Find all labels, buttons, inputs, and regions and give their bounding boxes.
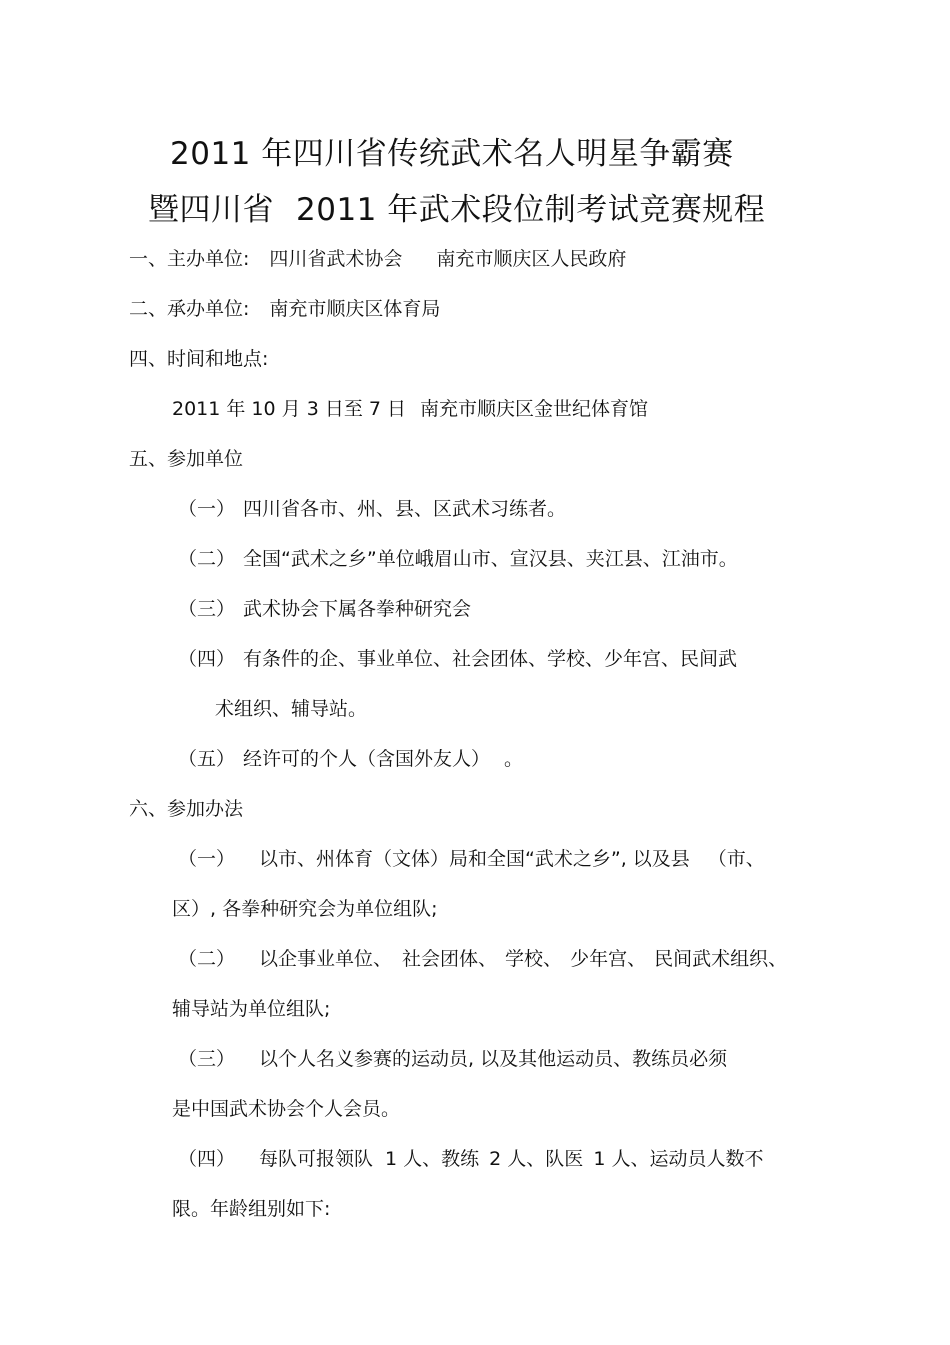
title-line2-part-a: 暨四川省 — [148, 192, 274, 228]
method-item-text: 1 人、运动员人数不 — [593, 1148, 764, 1170]
organizer-unit-2: 南充市顺庆区人民政府 — [436, 248, 627, 270]
method-item-number: （二） — [178, 948, 236, 970]
method-item-continuation: 辅导站为单位组队; — [172, 998, 331, 1020]
method-item — [178, 945, 787, 973]
method-item — [178, 845, 765, 873]
undertaker-label: 二、承办单位: — [129, 298, 250, 320]
method-item-number: （三） — [178, 1048, 236, 1070]
organizer-unit-1: 四川省武术协会 — [269, 248, 403, 270]
method-item-text: 以个人名义参赛的运动员, 以及其他运动员、教练员必须 — [259, 1048, 728, 1070]
method-item-number: （一） — [178, 848, 236, 870]
method-item-text: 少年宫、 — [570, 948, 647, 970]
organizer-line — [129, 245, 626, 273]
undertaker-unit: 南充市顺庆区体育局 — [269, 298, 441, 320]
event-venue: 南充市顺庆区金世纪体育馆 — [419, 398, 648, 420]
title-line2-part-b: 2011 年武术段位制考试竞赛规程 — [296, 192, 766, 228]
participant-item-number: （三） — [178, 598, 236, 620]
participant-item — [178, 545, 738, 573]
participant-item — [178, 495, 566, 523]
time-place-label: 四、时间和地点: — [129, 348, 269, 370]
method-item-continuation: 是中国武术协会个人会员。 — [172, 1098, 401, 1120]
method-item-text: 学校、 — [505, 948, 563, 970]
document-title-line2 — [148, 190, 765, 230]
document-title-line1: 2011 年四川省传统武术名人明星争霸赛 — [170, 136, 734, 172]
participants-label: 五、参加单位 — [129, 448, 244, 470]
participant-item-text: 四川省各市、州、县、区武术习练者。 — [243, 498, 567, 520]
event-date: 2011 年 10 月 3 日至 7 日 — [172, 398, 406, 420]
organizer-label: 一、主办单位: — [129, 248, 250, 270]
time-place-line — [172, 395, 648, 423]
method-item-number: （四） — [178, 1148, 236, 1170]
participant-item-number: （四） — [178, 648, 236, 670]
method-item-text: 民间武术组织、 — [654, 948, 788, 970]
method-item-text: 每队可报领队 — [259, 1148, 374, 1170]
participant-item — [178, 595, 471, 623]
participant-item-continuation: 术组织、辅导站。 — [215, 698, 368, 720]
method-item-continuation: 限。年龄组别如下: — [172, 1198, 331, 1220]
method-item — [178, 1145, 763, 1173]
participant-item — [178, 745, 523, 773]
participant-item-tail: 。 — [504, 748, 524, 770]
method-item-text: 2 人、队医 — [489, 1148, 584, 1170]
method-item-continuation: 区）, 各拳种研究会为单位组队; — [172, 898, 438, 920]
method-item — [178, 1045, 727, 1073]
participant-item-number: （五） — [178, 748, 236, 770]
participant-item-number: （二） — [178, 548, 236, 570]
method-item-tail: （市、 — [707, 848, 765, 870]
method-item-text: 社会团体、 — [402, 948, 498, 970]
methods-label: 六、参加办法 — [129, 798, 244, 820]
method-item-text: 以企事业单位、 — [259, 948, 393, 970]
participant-item — [178, 645, 737, 673]
participant-item-text: 有条件的企、事业单位、社会团体、学校、少年宫、民间武 — [243, 648, 738, 670]
participant-item-text: 全国“武术之乡”单位峨眉山市、宣汉县、夹江县、江油市。 — [243, 548, 738, 570]
undertaker-line — [129, 295, 440, 323]
participant-item-text: 武术协会下属各拳种研究会 — [243, 598, 472, 620]
method-item-text: 以市、州体育（文体）局和全国“武术之乡”, 以及县 — [259, 848, 690, 870]
method-item-text: 1 人、教练 — [385, 1148, 480, 1170]
participant-item-text: 经许可的个人（含国外友人） — [243, 748, 491, 770]
participant-item-number: （一） — [178, 498, 236, 520]
